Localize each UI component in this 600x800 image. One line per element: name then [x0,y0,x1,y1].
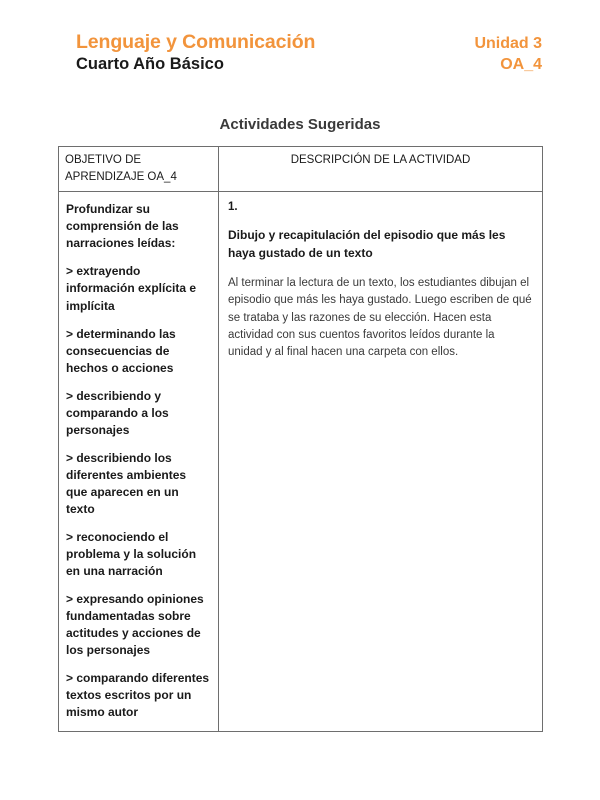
table-row [59,192,543,732]
header-row-primary [76,32,542,53]
objective-cell [59,192,219,732]
objective-item: > extrayendo información explícita e implícita [66,264,197,313]
objective-item: > expresando opiniones fundamentadas sobre actitudes y acciones de los personajes [66,591,204,658]
description-cell [219,192,543,732]
objective-item: > comparando diferentes textos escritos por un mismo autor [66,671,210,720]
objective-item: > determinando las consecuencias de hechos o acciones [66,326,176,375]
grade-title: Cuarto Año Básico [76,55,224,74]
column-header-description: DESCRIPCIÓN DE LA ACTIVIDAD [219,147,543,192]
oa-code-label: OA_4 [500,56,542,74]
activity-heading: Dibujo y recapitulación del episodio que más les haya gustado de un texto [228,228,506,260]
unit-label: Unidad 3 [474,35,542,52]
objective-item: > describiendo los diferentes ambientes que aparecen en un texto [66,450,187,516]
activities-table [58,146,543,732]
subject-title: Lenguaje y Comunicación [76,31,316,53]
header-row-secondary [76,55,542,74]
activity-body-text: Al terminar la lectura de un texto, los estudiantes dibujan el episodio que más les haya gustado. Luego escriben de qué se trataba y las razones de su elección. Hacen esta actividad con sus cuentos favoritos leídos durante la unidad y al final hacen una carpeta con ellos. [228,277,532,359]
objective-item: > describiendo y comparando a los personajes [66,388,169,437]
objective-item: > reconociendo el problema y la solución en una narración [66,529,197,578]
activity-number: 1. [228,201,238,214]
column-header-objective: OBJETIVO DE APRENDIZAJE OA_4 [59,147,219,192]
table-header-row [59,147,543,192]
objective-lead-text: Profundizar su comprensión de las narraciones leídas: [66,202,179,251]
section-title: Actividades Sugeridas [219,116,381,133]
document-header [76,32,542,84]
